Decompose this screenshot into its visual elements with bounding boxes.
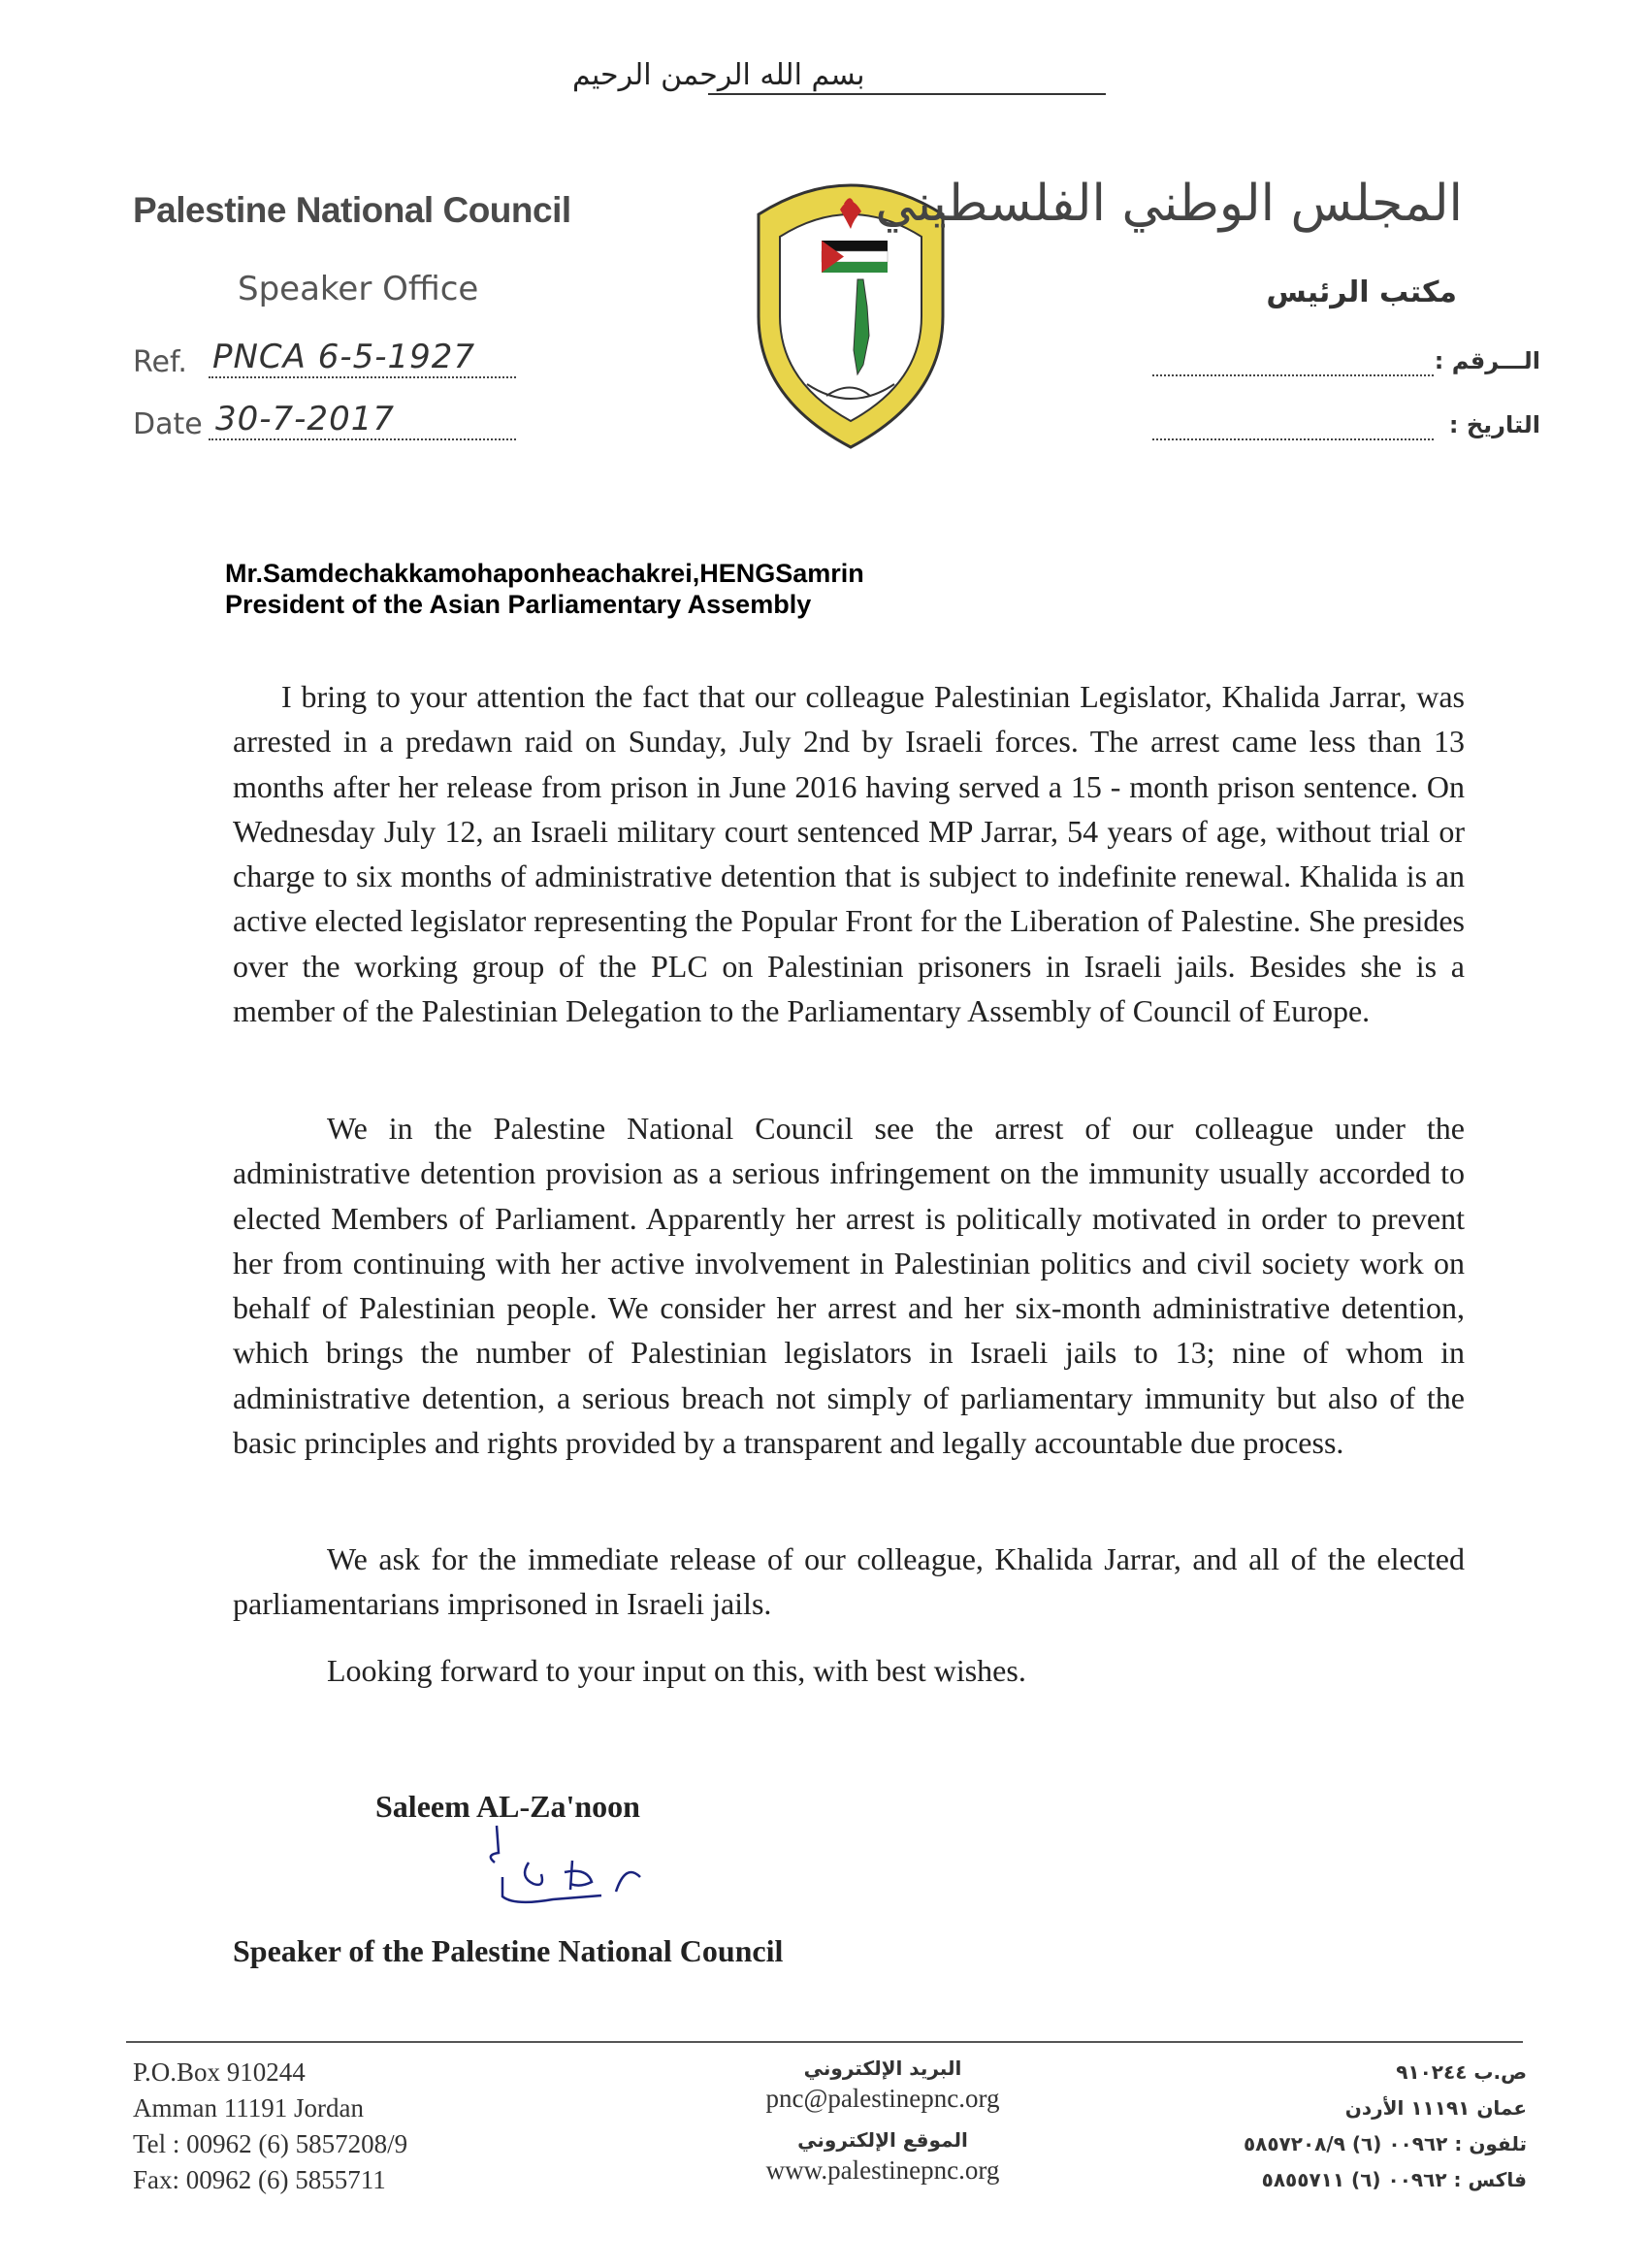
body-paragraph: I bring to your attention the fact that our colleague Palestinian Legislator, Khalida Jarrar, was arrested in a predawn raid on Sunday, July 2nd by Israeli forces. The arrest came less than 13 months after her release from prison in June 2016 having served a 15 - month prison sentence. On Wednesday July 12, an Israeli military court sentenced MP Jarrar, 54 years of age, without trial or charge to six months of administrative detention that is subject to indefinite renewal. Khalida is an active elected legislator representing the Popular Front for the Liberation of Palestine. She presides over the working group of the PLC on Palestinian prisoners in Israeli jails. Besides she is a member of the Palestinian Delegation to the Parliamentary Assembly of Council of Europe. [233, 679, 1465, 1029]
signer-title: Speaker of the Palestine National Council [233, 1933, 784, 1968]
ref-label: Ref. [133, 345, 187, 379]
website-link[interactable]: www.palestinepnc.org [765, 2155, 1000, 2185]
recipient-title: President of the Asian Parliamentary Assembly [225, 590, 812, 619]
email-link[interactable]: pnc@palestinepnc.org [765, 2084, 1000, 2113]
basmala-underline [708, 93, 1106, 95]
city: Amman 11191 Jordan [133, 2093, 364, 2122]
basmala-text: بسم الله الرحمن الرحيم [572, 58, 865, 92]
body-paragraph: We in the Palestine National Council see the arrest of our colleague under the administrative detention provision as a serious infringement on the immunity usually accorded to elected Members of Parliament. Apparently her arrest is politically motivated in order to prevent her from continuing with her active involvement in Palestinian politics and civil society work on behalf of Palestinian people. We consider her arrest and her six-month administrative detention, which brings the number of Palestinian legislators in Israeli jails to 13; nine of whom in administrative detention, a serious breach not simply of parliamentary immunity but also of the basic principles and rights provided by a transparent and legally accountable due process. [233, 1111, 1465, 1461]
ref-value: PNCA 6-5-1927 [212, 338, 476, 376]
recipient-block [225, 558, 864, 620]
date-label-arabic: التاريخ : [1448, 411, 1540, 438]
ref-dotted-line-arabic [1152, 374, 1434, 376]
org-name: Palestine National Council [133, 190, 571, 230]
footer-contact-arabic [1244, 2055, 1527, 2198]
date-field-arabic [1152, 411, 1540, 450]
footer-divider [126, 2041, 1523, 2043]
signature-icon [456, 1824, 650, 1930]
office-name-arabic: مكتب الرئيس [1266, 275, 1457, 309]
date-field [133, 400, 516, 446]
ref-dotted-line [209, 376, 516, 378]
date-label: Date [133, 407, 203, 441]
body-paragraph: We ask for the immediate release of our colleague, Khalida Jarrar, and all of the elected parliamentarians imprisoned in Israeli jails. [233, 1541, 1465, 1622]
ref-label-arabic: الـــرقم : [1434, 347, 1540, 374]
website-label-arabic: الموقع الإلكتروني [797, 2128, 968, 2152]
date-value: 30-7-2017 [215, 400, 395, 438]
telephone: Tel : 00962 (6) 5857208/9 [133, 2129, 408, 2158]
handwritten-signature [456, 1824, 650, 1930]
office-name: Speaker Office [238, 270, 479, 308]
signer-name: Saleem AL-Za'noon [375, 1789, 640, 1824]
ref-field [133, 338, 516, 384]
org-name-arabic: المجلس الوطني الفلسطيني [875, 175, 1463, 233]
email-label-arabic: البريد الإلكتروني [803, 2057, 962, 2080]
telephone-arabic: تلفون : ٠٠٩٦٢ (٦) ٥٨٥٧٢٠٨/٩ [1243, 2132, 1527, 2155]
po-box: P.O.Box 910244 [133, 2057, 306, 2087]
ref-field-arabic [1152, 347, 1540, 386]
po-box-arabic: ص.ب ٩١٠٢٤٤ [1396, 2060, 1527, 2084]
fax-arabic: فاكس : ٠٠٩٦٢ (٦) ٥٨٥٥٧١١ [1261, 2168, 1527, 2191]
recipient-name: Mr.Samdechakkamohaponheachakrei,HENGSamrin [225, 559, 864, 588]
date-dotted-line [209, 438, 516, 440]
city-arabic: عمان ١١١٩١ الأردن [1344, 2096, 1527, 2120]
fax: Fax: 00962 (6) 5855711 [133, 2165, 386, 2194]
basmala [563, 56, 1125, 114]
date-dotted-line-arabic [1152, 438, 1434, 440]
footer-online-contact [718, 2055, 1048, 2198]
closing-line: Looking forward to your input on this, with best wishes. [327, 1653, 1026, 1688]
footer-contact-english [133, 2055, 407, 2198]
